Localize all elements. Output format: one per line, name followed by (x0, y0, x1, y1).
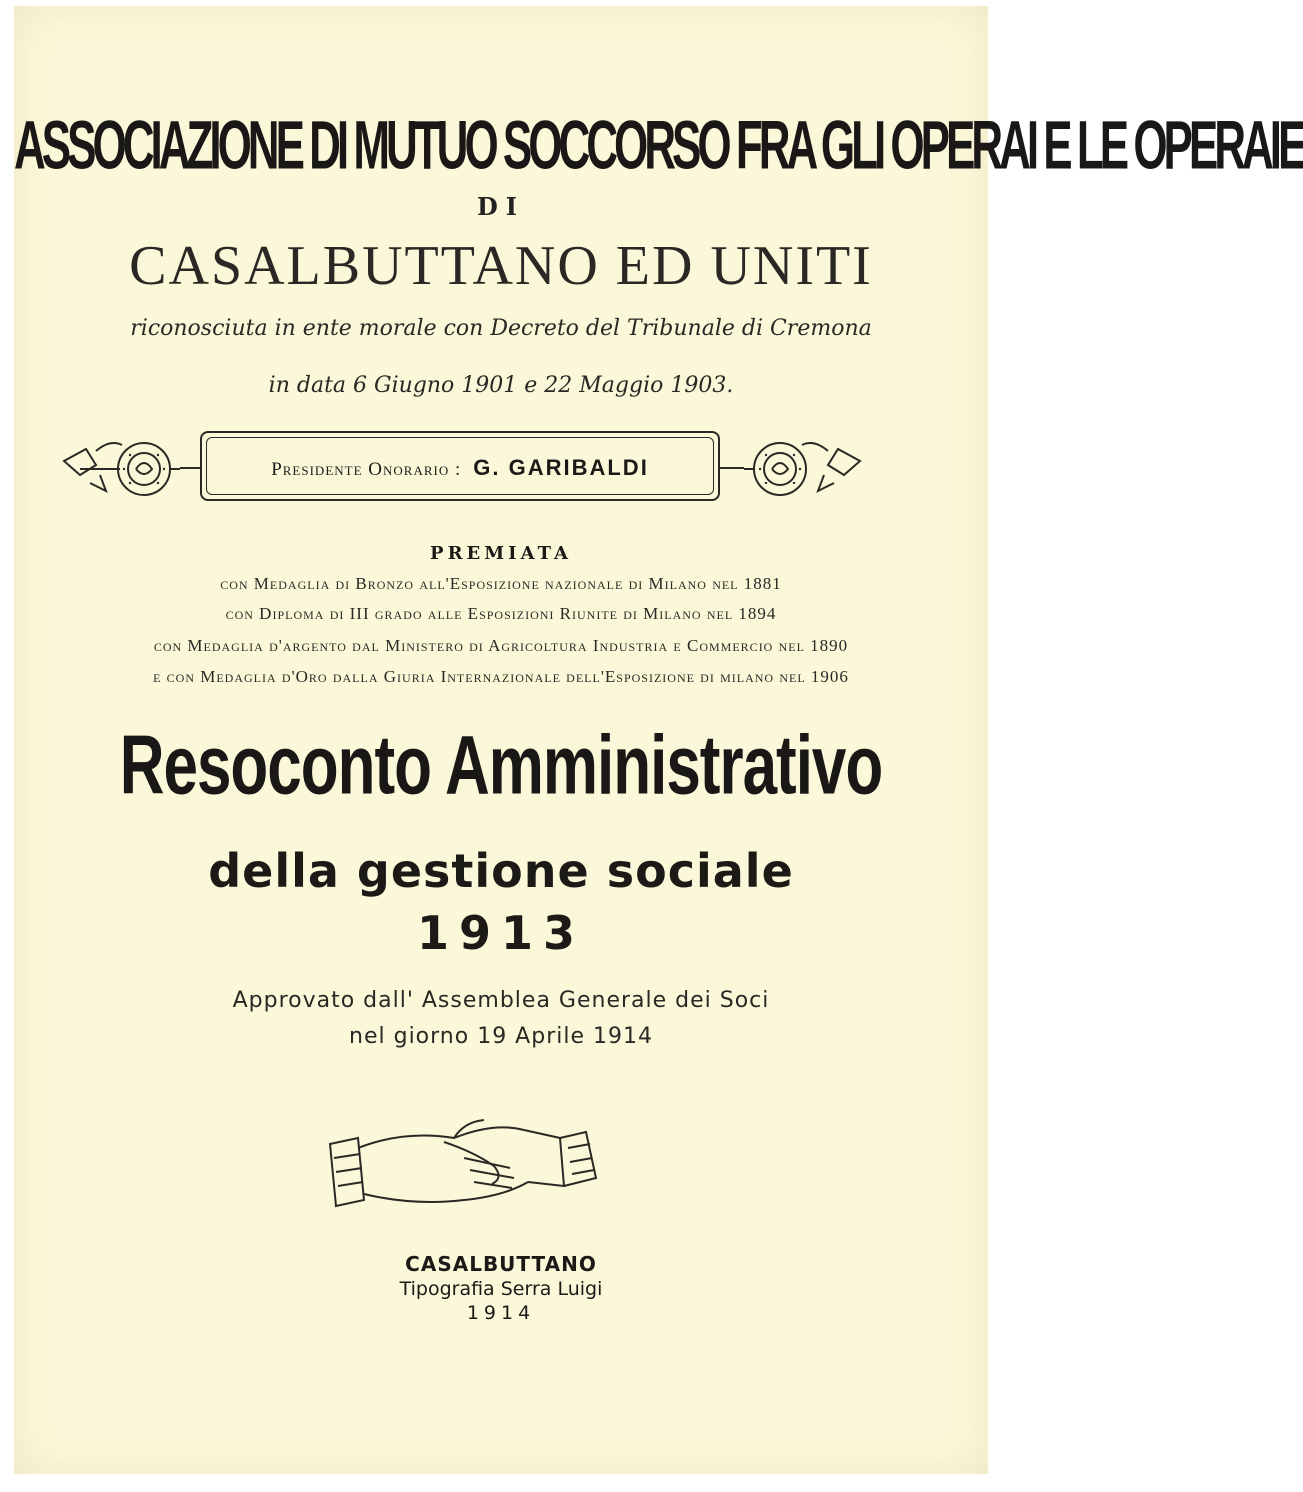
imprint-printer: Tipografia Serra Luigi (399, 1278, 603, 1300)
president-name: G. GARIBALDI (473, 455, 649, 480)
recognition-line-1: riconosciuta in ente morale con Decreto del Tribunale di Cremona (130, 316, 872, 341)
recognition-line-2: in data 6 Giugno 1901 e 22 Maggio 1903. (268, 373, 734, 398)
association-name: ASSOCIAZIONE DI MUTUO SOCCORSO FRA GLI OPERAI E LE OPERAIE (14, 108, 1303, 184)
report-title: Resoconto Amministrativo (119, 719, 883, 813)
document-page (14, 6, 1303, 1474)
president-label: Presidente Onorario : (271, 459, 462, 480)
di-line: DI (476, 192, 526, 221)
award-line: con Diploma di III grado alle Esposizioni Riunite di Milano nel 1894 (225, 604, 777, 623)
handshake-icon (324, 1108, 604, 1218)
report-year: 1913 (416, 906, 586, 960)
award-line: e con Medaglia d'Oro dalla Giuria Internazionale dell'Esposizione di milano nel 1906 (153, 667, 849, 686)
president-banner (14, 431, 988, 511)
approval-line-1: Approvato dall' Assemblea Generale dei Soci (232, 988, 770, 1013)
approval-line-2: nel giorno 19 Aprile 1914 (349, 1024, 653, 1049)
rose-ornament-icon (60, 431, 180, 503)
banner-rule-right (720, 467, 744, 469)
banner-rule-left (180, 467, 202, 469)
award-line: con Medaglia di Bronzo all'Esposizione nazionale di Milano nel 1881 (220, 574, 782, 593)
president-frame (200, 431, 720, 501)
rose-ornament-icon (744, 431, 864, 503)
awards-heading: PREMIATA (430, 543, 572, 564)
imprint-place: CASALBUTTANO (405, 1252, 597, 1276)
imprint-year: 1914 (466, 1302, 536, 1324)
town-name: CASALBUTTANO ED UNITI (129, 235, 873, 297)
award-line: con Medaglia d'argento dal Ministero di Agricoltura Industria e Commercio nel 1890 (153, 636, 849, 655)
report-subtitle: della gestione sociale (208, 844, 794, 898)
